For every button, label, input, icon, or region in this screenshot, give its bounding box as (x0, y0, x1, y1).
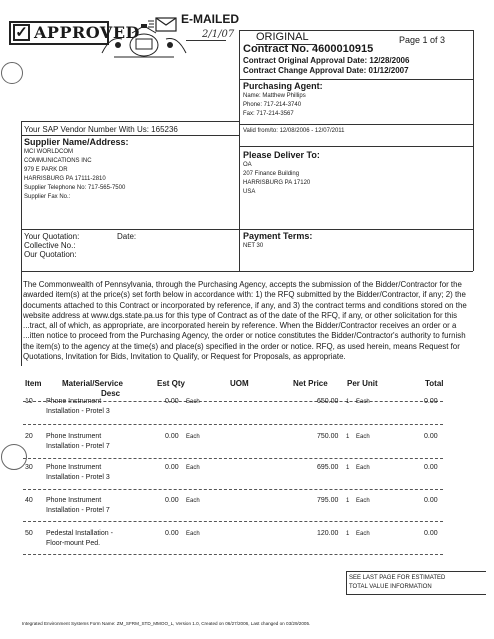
row-separator (23, 521, 443, 522)
collective-number: Collective No.: (24, 241, 76, 250)
row-price: 795.00 (317, 497, 339, 504)
signature-underline (186, 40, 226, 41)
row-uom: Each (186, 498, 200, 504)
deliver-line: HARRISBURG PA 17120 (243, 180, 311, 186)
row-qty: 0.00 (165, 497, 179, 504)
terms-line: The Commonwealth of Pennsylvania, through the Purchasing Agency, accepts the submission of the Bidder/Contractor for the (23, 280, 462, 289)
deliver-heading: Please Deliver To: (243, 150, 320, 160)
our-quotation: Our Quotation: (24, 250, 77, 259)
check-icon: ✓ (13, 24, 30, 41)
row-desc: Floor-mount Ped. (46, 540, 101, 547)
col-material: Material/Service (62, 379, 123, 388)
row-item: 40 (25, 497, 33, 504)
row-total: 0.00 (424, 464, 438, 471)
terms-line: Quotations, Invitation for Bids, Invitation to Qualify, or Request for Proposals, as appropriate. (23, 352, 346, 362)
valid-dates: Valid from/to: 12/08/2006 - 12/07/2011 (243, 128, 345, 134)
row-price: 650.00 (317, 398, 339, 405)
supplier-line: 979 E PARK DR (24, 167, 68, 173)
row-per: 1 (346, 498, 350, 504)
row-qty: 0.00 (165, 433, 179, 440)
row-per-uom: Each (356, 531, 370, 537)
purchasing-agent-heading: Purchasing Agent: (243, 81, 323, 91)
terms-line: website address at www.dgs.state.pa.us for this type of Contract as of the date of the RFQ, if any, or other solicitation for this (23, 310, 458, 320)
paragraph-left-line (21, 272, 22, 366)
col-total: Total (425, 379, 444, 388)
col-per-unit: Per Unit (347, 379, 378, 388)
terms-line: ...tract, all of which, as appropriate, are incorporated herein by reference. When the Bidder/Contractor receives an order or a (23, 321, 457, 331)
agent-phone: Phone: 717-214-3740 (243, 102, 302, 108)
row-desc: Installation - Protel 3 (46, 408, 110, 415)
supplier-line: Supplier Telephone No: 717-565-7500 (24, 185, 126, 191)
col-uom: UOM (230, 379, 249, 388)
row-qty: 0.00 (165, 398, 179, 405)
hole-punch-mark (1, 444, 27, 470)
email-icon (148, 15, 178, 33)
row-per-uom: Each (356, 498, 370, 504)
col-item: Item (25, 379, 42, 388)
row-per: 1 (346, 531, 350, 537)
quotation-divider (21, 229, 473, 230)
row-price: 120.00 (317, 530, 339, 537)
supplier-heading: Supplier Name/Address: (24, 137, 129, 147)
row-qty: 0.00 (165, 464, 179, 471)
agent-fax: Fax: 717-214-3567 (243, 111, 294, 117)
row-item: 50 (25, 530, 33, 537)
row-desc: Installation - Protel 3 (46, 474, 110, 481)
terms-line: documents attached to this Contract or incorporated by reference, if any, and 3) the contract terms and conditions stored on the (23, 300, 467, 310)
row-total: 0.00 (424, 530, 438, 537)
supplier-line: HARRISBURG PA 17111-2810 (24, 176, 106, 182)
deliver-divider (239, 146, 473, 147)
row-desc: Phone Instrument (46, 433, 102, 440)
form-footer: Integrated Environment Systems Form Name: ZM_SFRM_STD_MMOO_L, Version 1.0, Created on 06/27/2006, Last changed on 03/29/2005. (22, 621, 311, 626)
row-qty: 0.00 (165, 530, 179, 537)
row-total: 0.00 (424, 433, 438, 440)
estimate-box-left (346, 571, 347, 595)
approved-stamp-text: APPROVED (34, 23, 140, 42)
original-label: ORIGINAL (256, 31, 309, 43)
col-desc: Desc (101, 389, 121, 398)
right-frame-line (473, 30, 474, 271)
row-per-uom: Each (356, 465, 370, 471)
row-per: 1 (346, 434, 350, 440)
row-per: 1 (346, 399, 350, 405)
row-separator (23, 458, 443, 459)
payment-terms-value: NET 30 (243, 243, 264, 249)
row-per-uom: Each (356, 434, 370, 440)
vendor-box-top-line (21, 121, 239, 122)
handwritten-date: 2/1/07 (202, 29, 235, 40)
supplier-line: MCI WORLDCOM (24, 149, 73, 155)
row-price: 750.00 (317, 433, 339, 440)
quotation-bottom-line (21, 271, 473, 272)
row-total: 0.00 (424, 497, 438, 504)
row-uom: Each (186, 434, 200, 440)
estimate-box-top (346, 571, 486, 572)
row-uom: Each (186, 531, 200, 537)
estimate-note-line: SEE LAST PAGE FOR ESTIMATED (349, 575, 446, 581)
col-price: Net Price (293, 379, 328, 388)
row-item: 20 (25, 433, 33, 440)
sap-vendor-number: Your SAP Vendor Number With Us: 165236 (24, 125, 178, 134)
row-price: 695.00 (317, 464, 339, 471)
change-approval-date: Contract Change Approval Date: 01/12/2007 (243, 66, 409, 75)
deliver-line: USA (243, 189, 256, 195)
estimate-note-line: TOTAL VALUE INFORMATION (349, 584, 432, 590)
terms-line: ...itten notice to proceed from the Purchasing Agency, the order or notice constitutes the Bidder/Contractor's authority to furnish (23, 331, 466, 341)
row-total: 0.00 (424, 398, 438, 405)
payment-terms-heading: Payment Terms: (243, 231, 313, 241)
terms-line: the item(s) to the agency at the time(s) and place(s) specified in the order or notice. RFQ, as used herein, means Request for (23, 341, 460, 351)
row-per-uom: Each (356, 399, 370, 405)
agent-divider (239, 124, 473, 125)
quotation-date: Date: (117, 232, 137, 241)
center-divider (239, 30, 240, 271)
state-seal-icon (94, 23, 194, 61)
row-item: 10 (25, 398, 33, 405)
row-separator (23, 554, 443, 555)
vendor-divider (21, 135, 239, 136)
row-item: 30 (25, 464, 33, 471)
terms-paragraph (23, 280, 494, 362)
estimate-box-bottom (346, 594, 486, 595)
emailed-label: E-MAILED (181, 12, 239, 26)
row-desc: Installation - Protel 7 (46, 507, 110, 514)
left-frame-line (21, 121, 22, 271)
row-uom: Each (186, 399, 200, 405)
col-qty: Est Qty (157, 379, 186, 388)
agent-name: Name: Matthew Phillips (243, 93, 306, 99)
row-separator (23, 489, 443, 490)
supplier-line: Supplier Fax No.: (24, 194, 71, 200)
deliver-line: OA (243, 162, 252, 168)
header-divider (239, 79, 473, 80)
hole-punch-mark (1, 62, 23, 84)
page-indicator: Page 1 of 3 (399, 35, 446, 45)
row-per: 1 (346, 465, 350, 471)
terms-line: awarded item(s) at the price(s) set forth below in accordance with: 1) the RFQ submitted by the Bidder/Contractor, if any; 2) the (23, 290, 466, 300)
row-desc: Phone Instrument (46, 398, 102, 405)
your-quotation: Your Quotation: (24, 232, 80, 241)
row-desc: Phone Instrument (46, 497, 102, 504)
deliver-line: 207 Finance Building (243, 171, 300, 177)
contract-number: Contract No. 4600010915 (243, 43, 374, 55)
row-desc: Pedestal Installation - (46, 530, 113, 537)
supplier-line: COMMUNICATIONS INC (24, 158, 92, 164)
row-uom: Each (186, 465, 200, 471)
row-desc: Installation - Protel 7 (46, 443, 110, 450)
row-separator (23, 424, 443, 425)
row-desc: Phone Instrument (46, 464, 102, 471)
original-approval-date: Contract Original Approval Date: 12/28/2006 (243, 56, 410, 65)
